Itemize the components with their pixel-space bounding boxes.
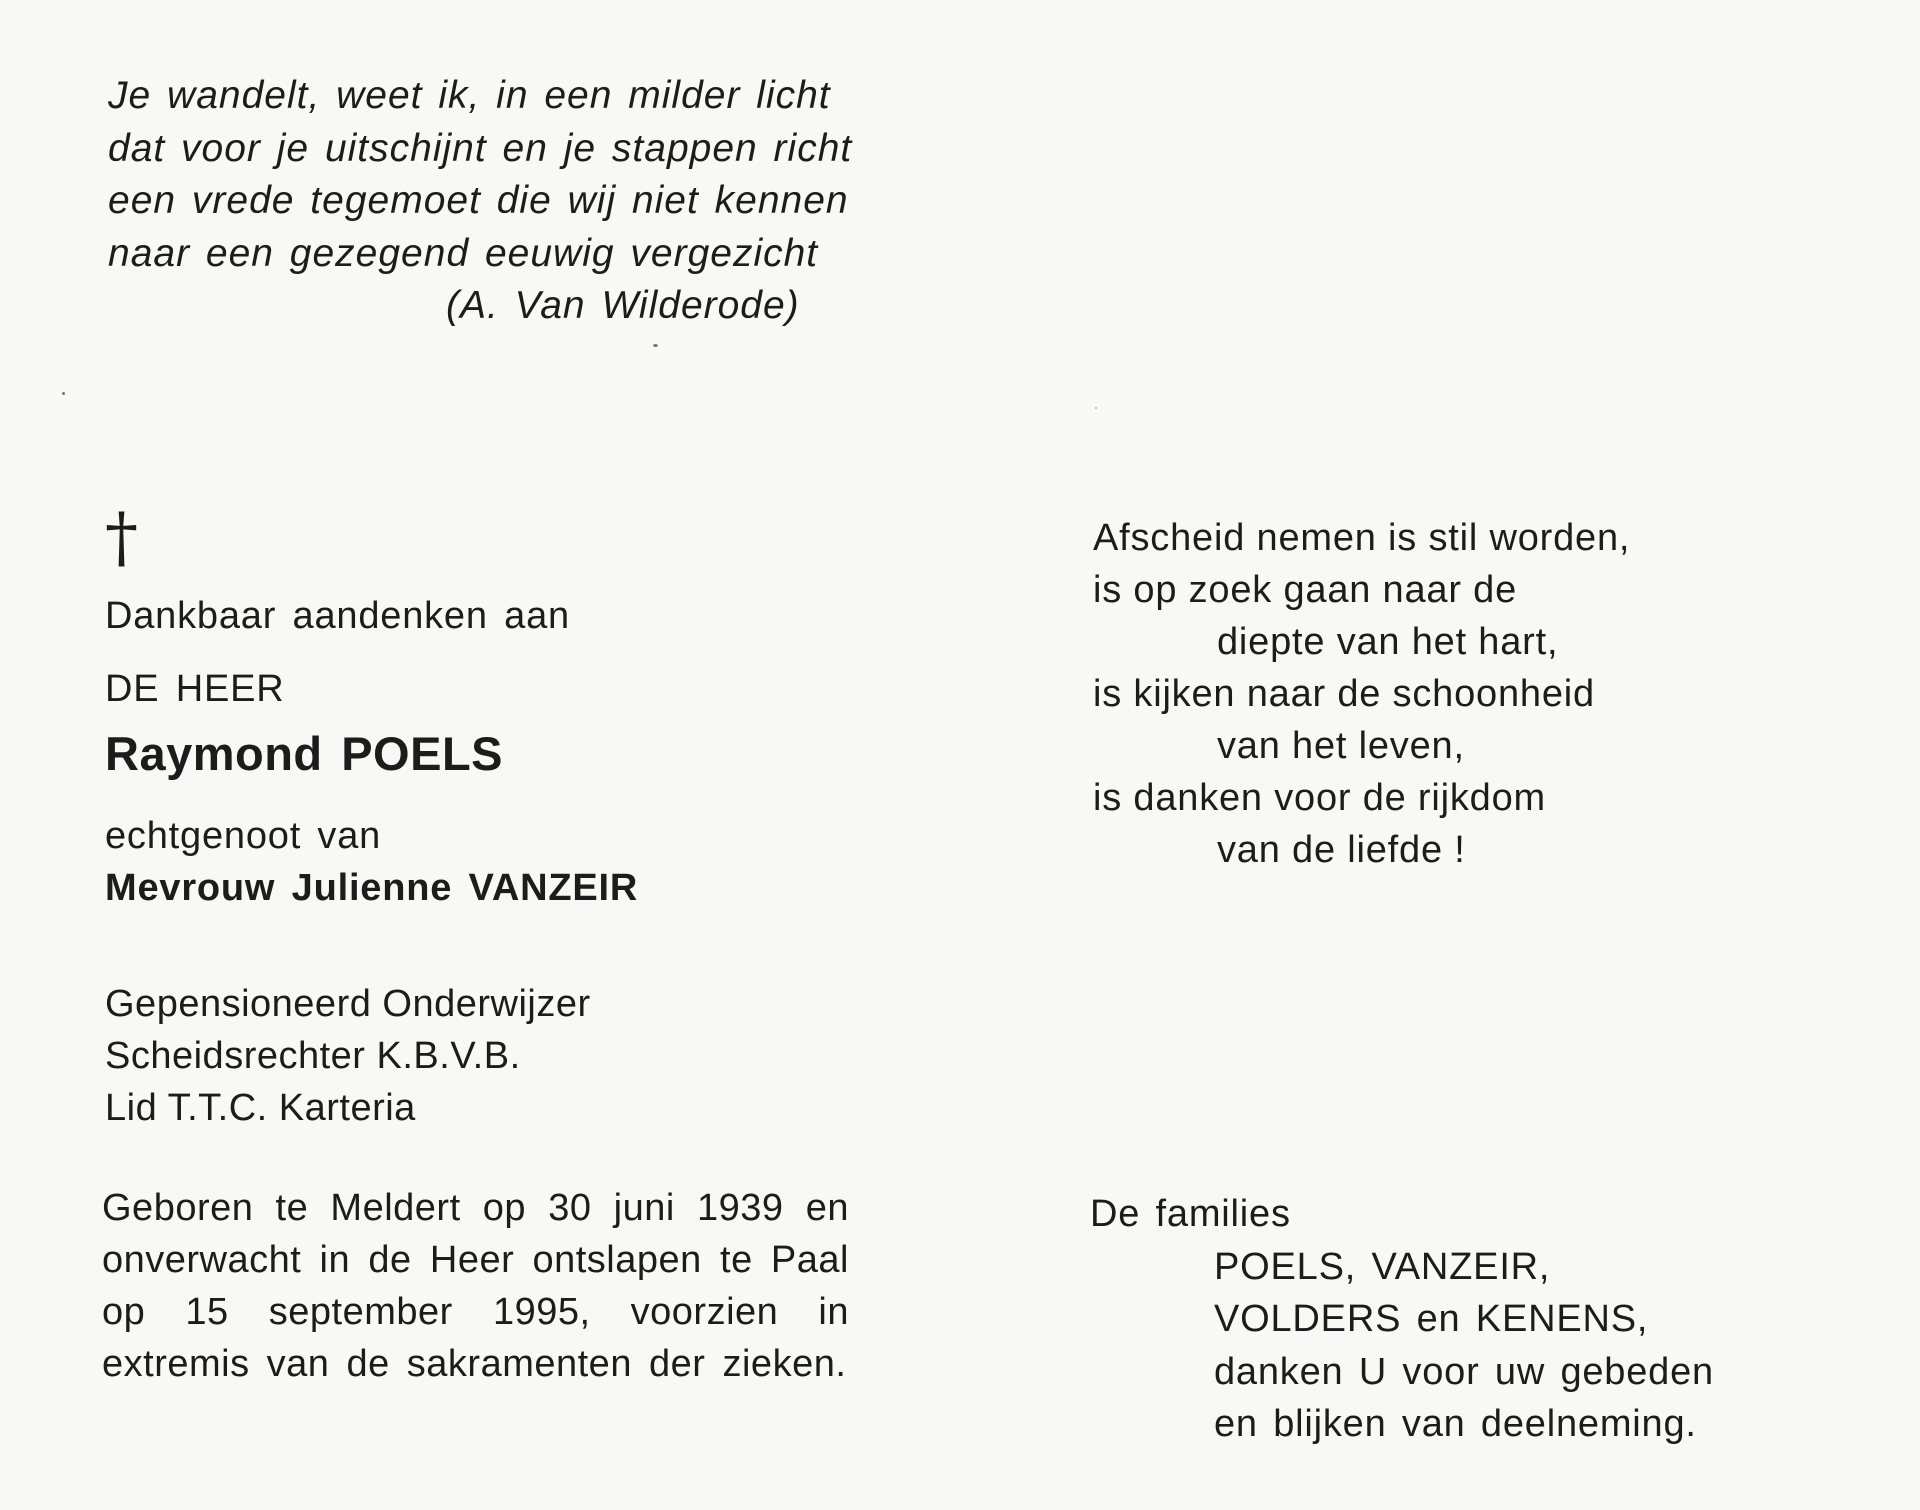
deceased-name: Raymond POELS [105, 727, 504, 780]
opening-poem [108, 70, 852, 333]
farewell-line: Afscheid nemen is stil worden, [1093, 517, 1631, 559]
memorial-title: DE HEER [105, 668, 285, 710]
occupation-item: Gepensioneerd Onderwijzer [105, 983, 591, 1025]
cross-icon: † [105, 499, 138, 576]
print-speck [62, 392, 65, 395]
farewell-line: is kijken naar de schoonheid [1093, 673, 1595, 715]
farewell-line: van de liefde ! [1217, 829, 1466, 871]
relation-label: echtgenoot van [105, 815, 382, 857]
poem-line: naar een gezegend eeuwig vergezicht [108, 231, 819, 275]
families-line: VOLDERS en KENENS, [1214, 1298, 1649, 1340]
occupation-item: Scheidsrechter K.B.V.B. [105, 1035, 521, 1077]
occupation-item: Lid T.T.C. Karteria [105, 1087, 416, 1129]
print-speck [653, 344, 658, 347]
families-line: POELS, VANZEIR, [1214, 1245, 1551, 1288]
biography: Geboren te Meldert op 30 juni 1939 en onverwacht in de Heer ontslapen te Paal op 15 september 1995, voorzien in extremis van de sakramenten der zieken. [102, 1187, 849, 1385]
poem-line: dat voor je uitschijnt en je stappen richt [108, 126, 853, 170]
poem-author: (A. Van Wilderode) [446, 284, 800, 327]
families-thanks [1090, 1188, 1714, 1451]
families-intro: De families [1090, 1193, 1291, 1235]
occupations-list [105, 978, 591, 1134]
farewell-line: diepte van het hart, [1217, 621, 1559, 663]
families-line: en blijken van deelneming. [1214, 1403, 1697, 1445]
poem-line: een vrede tegemoet die wij niet kennen [108, 179, 849, 222]
farewell-line: is danken voor de rijkdom [1093, 777, 1546, 819]
farewell-line: is op zoek gaan naar de [1093, 569, 1518, 611]
print-speck [1095, 407, 1097, 409]
farewell-line: van het leven, [1217, 725, 1465, 767]
families-line: danken U voor uw gebeden [1214, 1350, 1714, 1393]
poem-line: Je wandelt, weet ik, in een milder licht [108, 74, 831, 117]
farewell-poem [1093, 512, 1630, 876]
spouse-name: Mevrouw Julienne VANZEIR [105, 867, 639, 909]
memorial-intro: Dankbaar aandenken aan [105, 595, 570, 637]
